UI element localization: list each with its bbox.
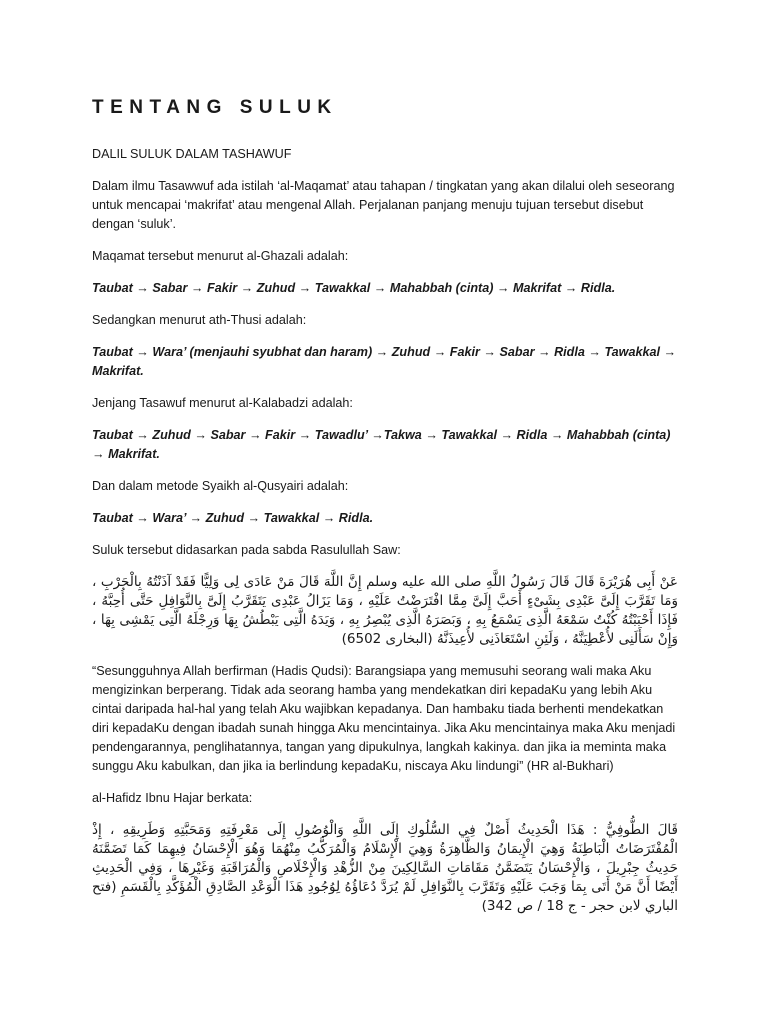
document-subtitle: DALIL SULUK DALAM TASHAWUF [92, 147, 292, 161]
thusi-path: Taubat → Wara’ (menjauhi syubhat dan haram) → Zuhud → Fakir → Sabar → Ridla → Tawakkal → Makrifat. [92, 345, 677, 378]
qusyairi-path: Taubat → Wara’ → Zuhud → Tawakkal → Ridla. [92, 511, 374, 525]
ghazali-path: Taubat → Sabar → Fakir → Zuhud → Tawakkal → Mahabbah (cinta) → Makrifat → Ridla. [92, 281, 616, 295]
hajar-intro: al-Hafidz Ibnu Hajar berkata: [92, 791, 253, 805]
hajar-arabic-text: قَالَ الطُّوفِيُّ : هَذَا الْحَدِيثُ أَصْلٌ فِي السُّلُوكِ إِلَى اللَّهِ وَالْوُصُولِ إِلَى مَعْرِفَتِهِ وَمَحَبَّتِهِ وَطَرِيقِهِ ، إِذْ الْمُفْتَرَضَاتُ الْبَاطِنَةُ وَهِيَ الْإِيمَانُ وَالظَّاهِرَةُ وَهِيَ الْإِسْلَامُ وَالْمُرَكَّبُ مِنْهُمَا وَهُوَ الْإِحْسَانُ فِيهِمَا كَمَا تَضَمَّنَهُ حَدِيثُ جِبْرِيلَ ، وَالْإِحْسَانُ يَتَضَمَّنُ مَقَامَاتِ السَّالِكِينَ مِنْ الزُّهْدِ وَالْإِخْلَاصِ وَالْمُرَاقَبَةِ وَغَيْرِهَا ، وَفِي الْحَدِيثِ أَيْضًا أَنَّ مَنْ أَتَى بِمَا وَجَبَ عَلَيْهِ وَتَقَرَّبَ بِالنَّوَافِلِ لَمْ يُرَدَّ دُعَاؤُهُ لِوُجُودِ هَذَا الْوَعْدِ الصَّادِقِ الْمُؤَكَّدِ بِالْقَسَمِ (فتح الباري لابن حجر - ج 18 / ص 342) [92, 822, 678, 914]
hadith-translation: “Sesungguhnya Allah berfirman (Hadis Qudsi): Barangsiapa yang memusuhi seorang wali maka Aku mengizinkan berperang. Tidak ada seorang hamba yang mendekatkan diri kepadaKu yang lebih Aku cintai daripada hal-hal yang telah Aku wajibkan kepadanya. Dan hambaku tiada berhenti mendekatkan diri kepadaKu dengan ibadah sunah hingga Aku mencintainya. Jika Aku mencintainya maka Aku menjadi pendengarannya, penglihatannya, tangan yang dipukulnya, langkah kakinya. dan jika ia meminta maka sunggu Aku kabulkan, dan jika ia berlindung kepadaKu, niscaya Aku lindungi” (HR al-Bukhari) [92, 664, 676, 773]
hadith-arabic-text: عَنْ أَبِى هُرَيْرَةَ قَالَ قَالَ رَسُولُ اللَّهِ صلى الله عليه وسلم إِنَّ اللَّهَ قَالَ مَنْ عَادَى لِى وَلِيًّا فَقَدْ آذَنْتُهُ بِالْحَرْبِ ، وَمَا تَقَرَّبَ إِلَىَّ عَبْدِى بِشَىْءٍ أَحَبَّ إِلَىَّ مِمَّا افْتَرَضْتُ عَلَيْهِ ، وَمَا يَزَالُ عَبْدِى يَتَقَرَّبُ إِلَىَّ بِالنَّوَافِلِ حَتَّى أُحِبَّهُ ، فَإِذَا أَحْبَبْتُهُ كُنْتُ سَمْعَهُ الَّذِى يَسْمَعُ بِهِ ، وَبَصَرَهُ الَّذِى يُبْصِرُ بِهِ ، وَيَدَهُ الَّتِى يَبْطُشُ بِهَا وَرِجْلَهُ الَّتِى يَمْشِى بِهَا ، وَإِنْ سَأَلَنِى لأُعْطِيَنَّهُ ، وَلَئِنِ اسْتَعَاذَنِى لأُعِيذَنَّهُ (البخارى 6502) [92, 574, 678, 647]
ghazali-heading: Maqamat tersebut menurut al-Ghazali adalah: [92, 249, 349, 263]
document-content [92, 95, 678, 929]
hadith-intro: Suluk tersebut didasarkan pada sabda Rasulullah Saw: [92, 543, 401, 557]
thusi-heading: Sedangkan menurut ath-Thusi adalah: [92, 313, 307, 327]
qusyairi-heading: Dan dalam metode Syaikh al-Qusyairi adalah: [92, 479, 349, 493]
kalabadzi-path: Taubat → Zuhud → Sabar → Fakir → Tawadlu’ →Takwa → Tawakkal → Ridla → Mahabbah (cinta) → Makrifat. [92, 428, 671, 461]
page-title: TENTANG SULUK [92, 97, 338, 118]
intro-paragraph: Dalam ilmu Tasawwuf ada istilah ‘al-Maqamat’ atau tahapan / tingkatan yang akan dilalui oleh seseorang untuk mencapai ‘makrifat’ atau mengenal Allah. Perjalanan panjang menuju tujuan tersebut disebut dengan ‘suluk’. [92, 179, 675, 231]
kalabadzi-heading: Jenjang Tasawuf menurut al-Kalabadzi adalah: [92, 396, 353, 410]
